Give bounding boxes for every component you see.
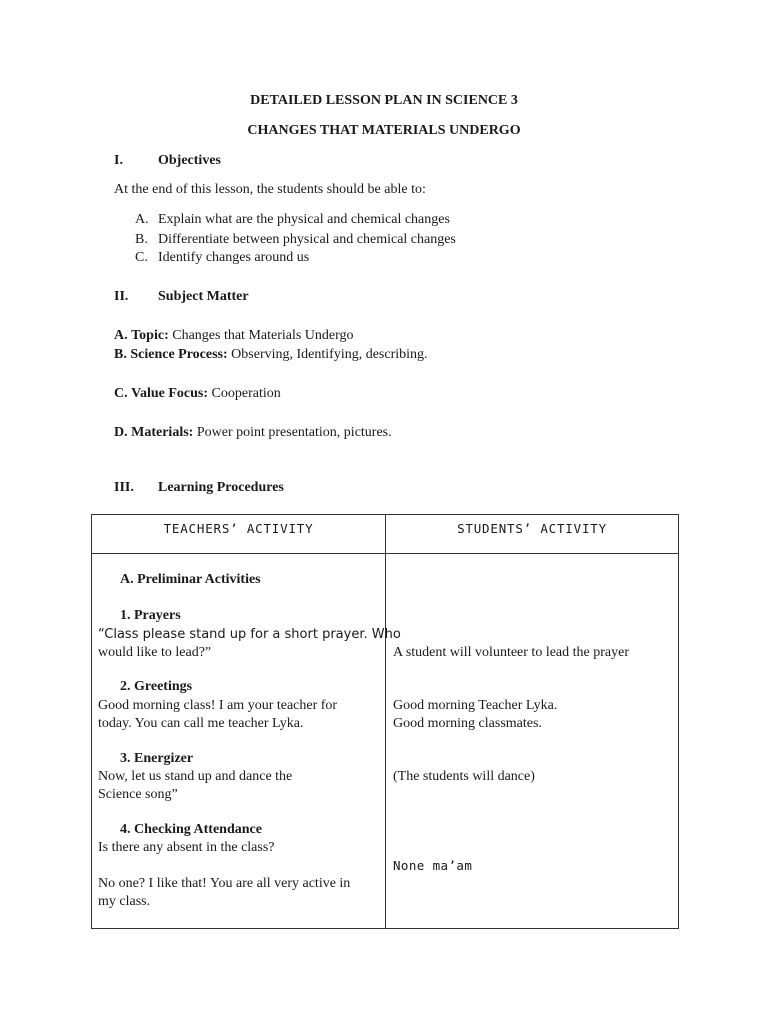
objective-text-a: Explain what are the physical and chemical changes [158, 212, 450, 227]
subject-label-d: Materials: [131, 425, 194, 440]
attendance-heading: 4. Checking Attendance [120, 822, 262, 837]
document-subtitle: CHANGES THAT MATERIALS UNDERGO [247, 123, 521, 138]
section-3-number: III. [114, 480, 134, 495]
subject-item-d [114, 425, 392, 441]
subject-label-c: Value Focus: [131, 386, 209, 401]
subject-item-a [114, 328, 354, 344]
section-3-heading: Learning Procedures [158, 480, 284, 495]
student-header-cell [386, 515, 679, 554]
prelim-heading: A. Preliminar Activities [120, 572, 261, 587]
subject-value-a: Changes that Materials Undergo [168, 328, 354, 343]
section-1-heading: Objectives [158, 153, 221, 168]
subject-label-b: Science Process: [130, 347, 228, 362]
attendance-line-2: No one? I like that! You are all very active in [98, 876, 351, 891]
table-body-row [92, 554, 679, 929]
section-2-number: II. [114, 289, 129, 304]
energizer-line-2: Science song” [98, 787, 178, 802]
subject-item-c [114, 386, 281, 402]
student-greeting-line-1: Good morning Teacher Lyka. [393, 698, 558, 713]
teacher-activity-header: TEACHERS’ ACTIVITY [163, 521, 314, 536]
learning-procedures-table [91, 514, 679, 929]
objective-letter-c: C. [135, 250, 148, 265]
teacher-activity-cell [92, 554, 401, 929]
objective-text-c: Identify changes around us [158, 250, 310, 265]
subject-letter-d: D. [114, 425, 128, 440]
student-greeting-line-2: Good morning classmates. [393, 716, 542, 731]
student-prayer-response: A student will volunteer to lead the prayer [393, 645, 629, 660]
subject-item-b [114, 347, 428, 363]
subject-value-b: Observing, Identifying, describing. [227, 347, 428, 362]
student-attendance-response: None ma’am [393, 858, 473, 873]
attendance-line-3: my class. [98, 894, 151, 909]
prayers-line-2: would like to lead?” [98, 645, 212, 660]
attendance-line-1: Is there any absent in the class? [98, 840, 275, 855]
student-activity-cell [386, 554, 679, 929]
subject-letter-a: A. [114, 328, 128, 343]
teacher-header-cell [92, 515, 386, 554]
objective-text-b: Differentiate between physical and chemical changes [158, 232, 456, 247]
greetings-line-2: today. You can call me teacher Lyka. [98, 716, 304, 731]
section-1-number: I. [114, 153, 123, 168]
subject-letter-b: B. [114, 347, 127, 362]
objective-letter-b: B. [135, 232, 148, 247]
subject-label-a: Topic: [131, 328, 169, 343]
subject-letter-c: C. [114, 386, 128, 401]
student-dance-response: (The students will dance) [393, 769, 535, 784]
document-title: DETAILED LESSON PLAN IN SCIENCE 3 [250, 93, 518, 108]
subject-value-c: Cooperation [208, 386, 281, 401]
table-header-row [92, 515, 679, 554]
section-2-heading: Subject Matter [158, 289, 249, 304]
greetings-heading: 2. Greetings [120, 679, 193, 694]
prayers-heading: 1. Prayers [120, 608, 181, 623]
student-activity-header: STUDENTS’ ACTIVITY [457, 521, 607, 536]
energizer-line-1: Now, let us stand up and dance the [98, 769, 293, 784]
energizer-heading: 3. Energizer [120, 751, 194, 766]
objective-letter-a: A. [135, 212, 149, 227]
objectives-intro: At the end of this lesson, the students should be able to: [114, 182, 426, 197]
greetings-line-1: Good morning class! I am your teacher for [98, 698, 338, 713]
prayers-line-1: “Class please stand up for a short prayer. Who [98, 627, 401, 642]
subject-value-d: Power point presentation, pictures. [193, 425, 392, 440]
